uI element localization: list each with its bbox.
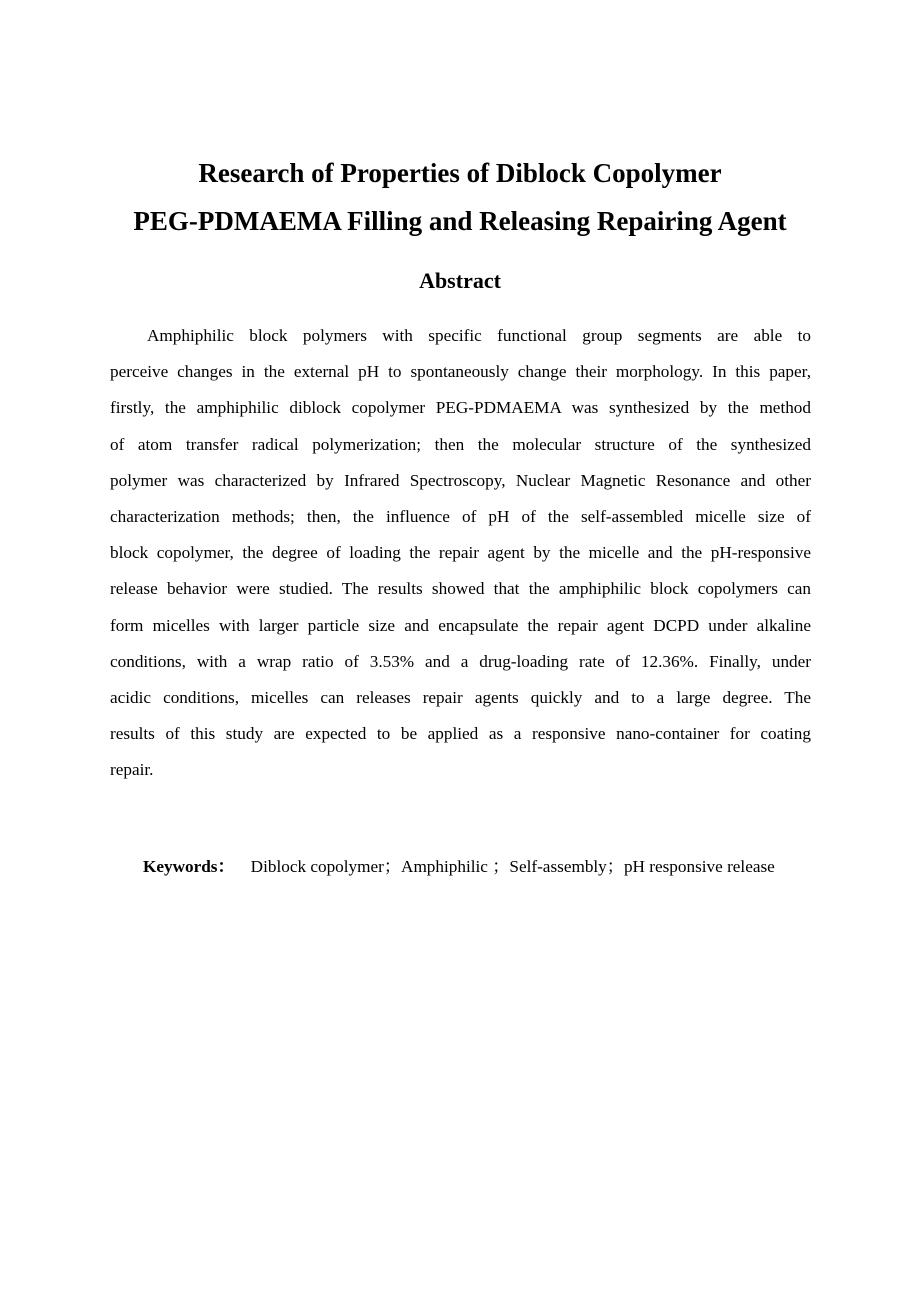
keywords-text: Diblock copolymer；Amphiphilic ；Self-assembly；pH responsive release <box>250 857 775 876</box>
abstract-line: Amphiphilic block polymers with specific functional group segments are able to <box>147 326 811 345</box>
abstract-line: block copolymer, the degree of loading the repair agent by the micelle and the pH-responsive <box>110 543 811 563</box>
abstract-line: characterization methods; then, the influence of pH of the self-assembled micelle size of <box>110 506 811 526</box>
abstract-line: results of this study are expected to be applied as a responsive nano-container for coating <box>110 724 811 744</box>
keywords-label: Keywords： <box>143 857 235 876</box>
abstract-heading: Abstract <box>419 268 501 293</box>
abstract-line: conditions, with a wrap ratio of 3.53% and a drug-loading rate of 12.36%. Finally, under <box>110 651 811 671</box>
abstract-body <box>110 318 811 788</box>
abstract-line: form micelles with larger particle size and encapsulate the repair agent DCPD under alkaline <box>110 615 811 635</box>
abstract-line: polymer was characterized by Infrared Spectroscopy, Nuclear Magnetic Resonance and other <box>110 470 811 490</box>
abstract-line: of atom transfer radical polymerization; then the molecular structure of the synthesized <box>110 434 811 454</box>
abstract-line: release behavior were studied. The results showed that the amphiphilic block copolymers can <box>110 579 811 599</box>
abstract-line: perceive changes in the external pH to spontaneously change their morphology. In this paper, <box>110 362 811 382</box>
abstract-line: repair. <box>110 760 154 780</box>
keywords <box>143 852 823 882</box>
title-line-2: PEG-PDMAEMA Filling and Releasing Repairing Agent <box>133 206 787 236</box>
title-line-1: Research of Properties of Diblock Copolymer <box>198 158 722 188</box>
abstract-line: firstly, the amphiphilic diblock copolymer PEG-PDMAEMA was synthesized by the method <box>110 398 811 418</box>
abstract-line: acidic conditions, micelles can releases repair agents quickly and to a large degree. The <box>110 687 811 707</box>
